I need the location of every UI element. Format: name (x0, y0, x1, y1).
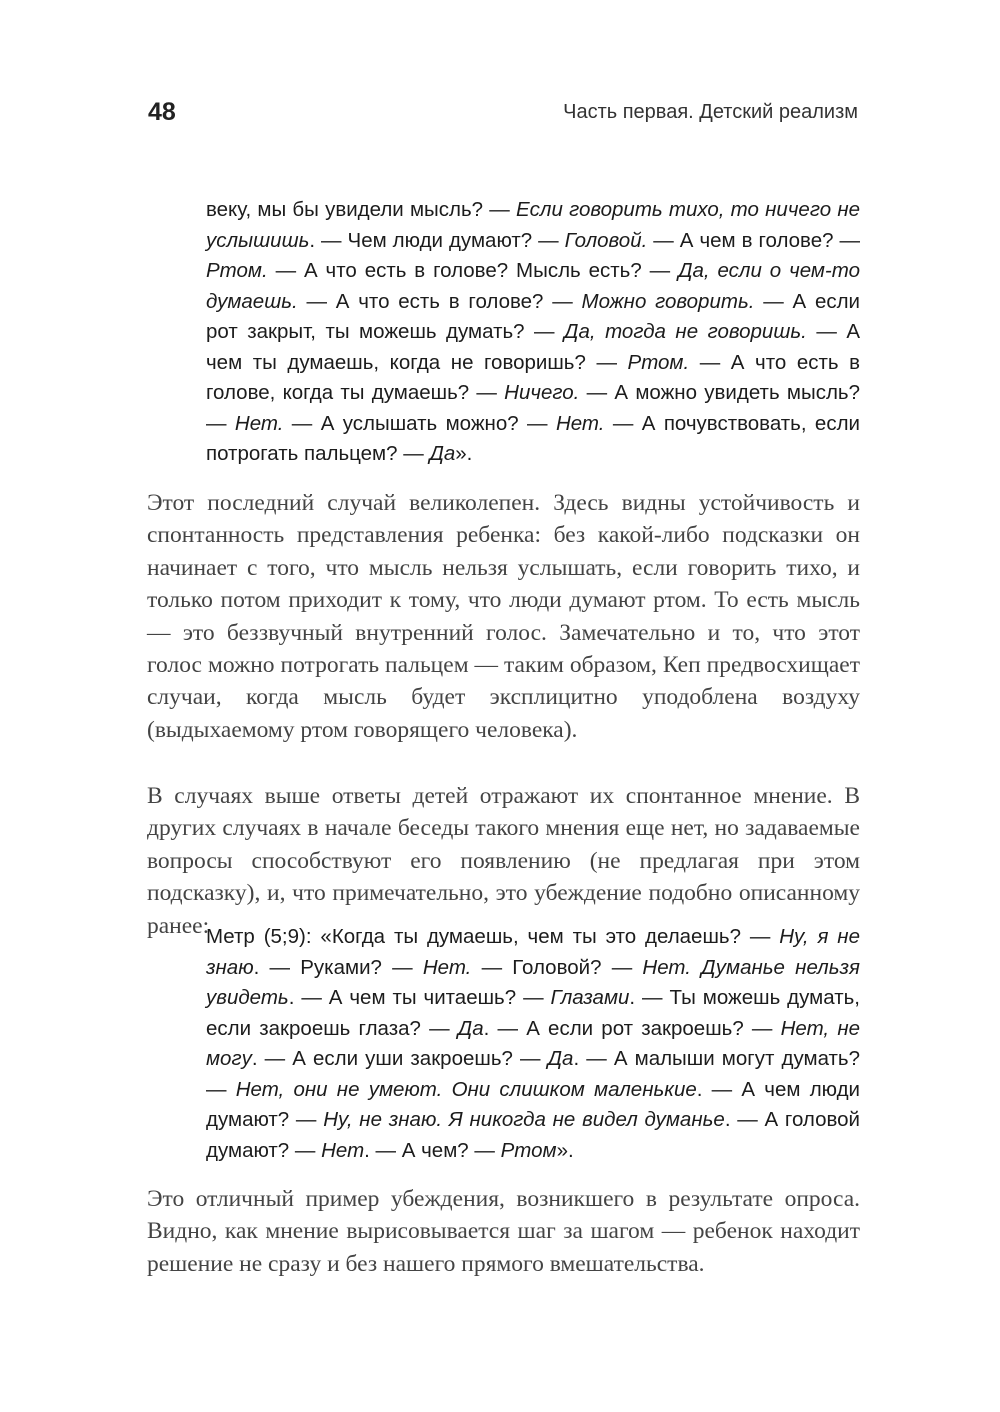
answer-text: Ртом (500, 1138, 557, 1162)
question-text: . — Чем люди думают? — (309, 228, 565, 252)
question-text: . — А если уши закроешь? — (251, 1047, 548, 1070)
question-text: . — А чем люди думают? — (206, 1077, 860, 1131)
question-text: ». (455, 442, 473, 465)
question-text: — А можно увидеть мысль? — (206, 381, 860, 435)
answer-text: Можно говорить. (581, 289, 755, 313)
answer-text: Да (547, 1047, 574, 1070)
question-text: Метр (5;9): «Когда ты думаешь, чем ты это делаешь? — (206, 925, 780, 948)
answer-text: Нет. (555, 411, 605, 435)
answer-text: Нет. (234, 411, 284, 435)
question-text: . — А чем ты читаешь? — (288, 986, 551, 1009)
answer-text: Ртом. (206, 259, 268, 282)
question-text: . — Руками? — (253, 955, 423, 979)
answer-text: Глазами (550, 986, 630, 1009)
running-title: Часть первая. Детский реализм (563, 101, 858, 123)
answer-text: Ну, я не знаю (206, 925, 860, 979)
question-text: веку, мы бы увидели мысль? — (206, 198, 516, 221)
question-text: — А что есть в голове, когда ты думаешь? — (206, 350, 860, 404)
answer-text: Да (457, 1016, 484, 1040)
question-text: — А если рот закрыт, ты можешь думать? — (206, 289, 861, 343)
page-number: 48 (148, 98, 176, 126)
answer-text: Нет, они не умеют. Они слишком маленькие (235, 1077, 697, 1101)
question-text: — А чем ты думаешь, когда не говоришь? — (206, 320, 860, 374)
answer-text: Да (429, 442, 456, 465)
answer-text: Ртом. (627, 350, 690, 374)
question-text: — А услышать можно? — (283, 411, 556, 435)
answer-text: Да, тогда не говоришь. (564, 320, 807, 343)
question-text: — А что есть в голове? — (297, 289, 582, 313)
question-text: ». (556, 1138, 574, 1162)
answer-text: Головой. (564, 228, 648, 252)
answer-text: Да, если о чем-то думаешь. (206, 259, 861, 313)
interview-quote-2 (206, 922, 860, 1166)
question-text: . — А если рот закроешь? — (483, 1016, 781, 1040)
question-text: — А чем в голове? — (647, 228, 860, 252)
answer-text: Если говорить тихо, то ничего не услышишь (206, 198, 860, 252)
question-text: . — Ты можешь думать, если закроешь глаза? — (206, 986, 860, 1040)
question-text: — А почувствовать, если потрогать пальцем? — (206, 411, 860, 465)
question-text: — А что есть в голове? Мысль есть? — (267, 259, 679, 282)
body-paragraph-2: В случаях выше ответы детей отражают их спонтанное мнение. В других случаях в начале беседы такого мнения еще нет, но задаваемые вопросы способствуют его появлению (не предлагая при этом подсказку), и, что примечательно, это убеждение подобно описанному ранее: (147, 783, 860, 939)
answer-text: Ничего. (504, 381, 580, 404)
interview-quote-1 (206, 195, 860, 470)
body-paragraph-1: Этот последний случай великолепен. Здесь видны устойчивость и спонтанность представления ребенка: без какой-либо подсказки он начинает с того, что мысль нельзя услышать, если говорить тихо, и только потом приходит к тому, что люди думают ртом. То есть мысль — это беззвучный внутренний голос. Замечательно и то, что этот голос можно потрогать пальцем — таким образом, Кеп предвосхищает случаи, когда мысль будет эксплицитно уподоблена воздуху (выдыхаемому ртом говорящего человека). (147, 490, 860, 743)
answer-text: Нет. Думанье нельзя увидеть (206, 955, 860, 1009)
answer-text: Нет, не могу (206, 1016, 860, 1070)
answer-text: Нет. (422, 955, 472, 979)
answer-text: Ну, не знаю. Я никогда не видел думанье (323, 1108, 725, 1131)
question-text: . — А малыши могут думать? — (206, 1047, 860, 1101)
question-text: — Головой? — (471, 955, 643, 979)
question-text: . — А чем? — (364, 1138, 501, 1162)
answer-text: Нет (321, 1138, 365, 1162)
body-paragraph-3: Это отличный пример убеждения, возникшего в результате опроса. Видно, как мнение вырисовывается шаг за шагом — ребенок находит решение не сразу и без нашего прямого вмешательства. (147, 1186, 860, 1277)
question-text: . — А головой думают? — (206, 1108, 860, 1162)
